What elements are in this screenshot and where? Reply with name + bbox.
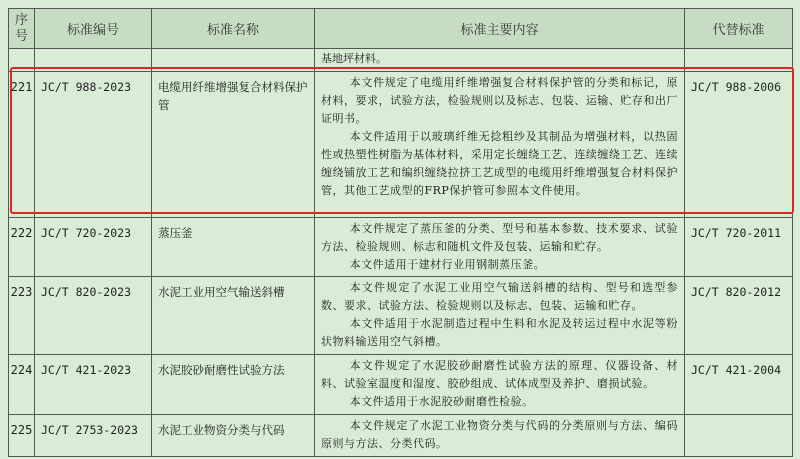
standard-content (315, 277, 685, 355)
row-number: 224 (9, 355, 35, 415)
standard-code: JC/T 2753-2023 (35, 415, 152, 457)
content-paragraph: 本文件规定了水泥胶砂耐磨性试验方法的原理、仪器设备、材料、试验室温度和湿度、胶砂组成、试体成型及养护、磨损试验。 (321, 359, 678, 390)
table-header-row (9, 9, 793, 49)
table-row (9, 218, 793, 277)
standard-content (315, 218, 685, 277)
standard-content (315, 355, 685, 415)
standard-name: 水泥工业用空气输送斜槽 (152, 277, 315, 355)
header-seq (9, 9, 35, 49)
cell-empty (152, 49, 315, 72)
replaced-standard: JC/T 720-2011 (685, 218, 793, 277)
row-number: 223 (9, 277, 35, 355)
standard-code: JC/T 720-2023 (35, 218, 152, 277)
table-row (9, 415, 793, 457)
content-paragraph: 本文件适用于水泥制造过程中生料和水泥及转运过程中水泥等粉状物料输送用空气斜槽。 (321, 317, 678, 348)
standard-content (315, 72, 685, 218)
standards-table (8, 8, 793, 457)
replaced-standard: JC/T 421-2004 (685, 355, 793, 415)
replaced-standard: JC/T 820-2012 (685, 277, 793, 355)
continuation-row (9, 49, 793, 72)
content-paragraph: 本文件适用于水泥胶砂耐磨性检验。 (349, 395, 534, 408)
row-number: 221 (9, 72, 35, 218)
table-row (9, 355, 793, 415)
row-number: 222 (9, 218, 35, 277)
content-paragraph: 本文件适用于建材行业用钢制蒸压釜。 (349, 258, 546, 271)
cell-empty (35, 49, 152, 72)
content-paragraph: 本文件适用于以玻璃纤维无捻粗纱及其制品为增强材料，以热固性或热塑性树脂为基体材料，采用定长缠绕工艺、连续缠绕工艺、连续缠绕铺放工艺和编织缠绕拉挤工艺成型的电缆用纤维增强复合材料保护管，其他工艺成型的FRP保护管可参照本文件使用。 (321, 130, 678, 197)
content-paragraph: 本文件规定了水泥工业物资分类与代码的分类原则与方法、编码原则与方法、分类代码。 (321, 419, 678, 450)
standard-name: 蒸压釜 (152, 218, 315, 277)
cell-empty (9, 49, 35, 72)
table-row (9, 277, 793, 355)
table-row (9, 72, 793, 218)
content-paragraph: 本文件规定了水泥工业用空气输送斜槽的结构、型号和选型参数、要求、试验方法、检验规则以及标志、包装、运输和贮存。 (321, 281, 678, 312)
cell-empty (685, 49, 793, 72)
content-paragraph: 本文件规定了蒸压釜的分类、型号和基本参数、技术要求、试验方法、检验规则、标志和随机文件及包装、运输和贮存。 (321, 222, 678, 253)
standard-name: 水泥工业物资分类与代码 (152, 415, 315, 457)
header-content: 标准主要内容 (315, 9, 685, 49)
header-seq-line2: 号 (14, 28, 28, 44)
replaced-standard (685, 415, 793, 457)
standard-name: 电缆用纤维增强复合材料保护管 (152, 72, 315, 218)
standard-name: 水泥胶砂耐磨性试验方法 (152, 355, 315, 415)
header-name: 标准名称 (152, 9, 315, 49)
standard-content (315, 415, 685, 457)
header-seq-line1: 序 (14, 12, 28, 28)
content-paragraph: 本文件规定了电缆用纤维增强复合材料保护管的分类和标记，原材料，要求，试验方法，检验规则以及标志、包装、运输、贮存和出厂证明书。 (321, 76, 678, 125)
header-replaces: 代替标准 (685, 9, 793, 49)
continuation-text: 基地坪材料。 (315, 49, 685, 72)
standard-code: JC/T 421-2023 (35, 355, 152, 415)
replaced-standard: JC/T 988-2006 (685, 72, 793, 218)
row-number: 225 (9, 415, 35, 457)
standard-code: JC/T 820-2023 (35, 277, 152, 355)
header-code: 标准编号 (35, 9, 152, 49)
standard-code: JC/T 988-2023 (35, 72, 152, 218)
